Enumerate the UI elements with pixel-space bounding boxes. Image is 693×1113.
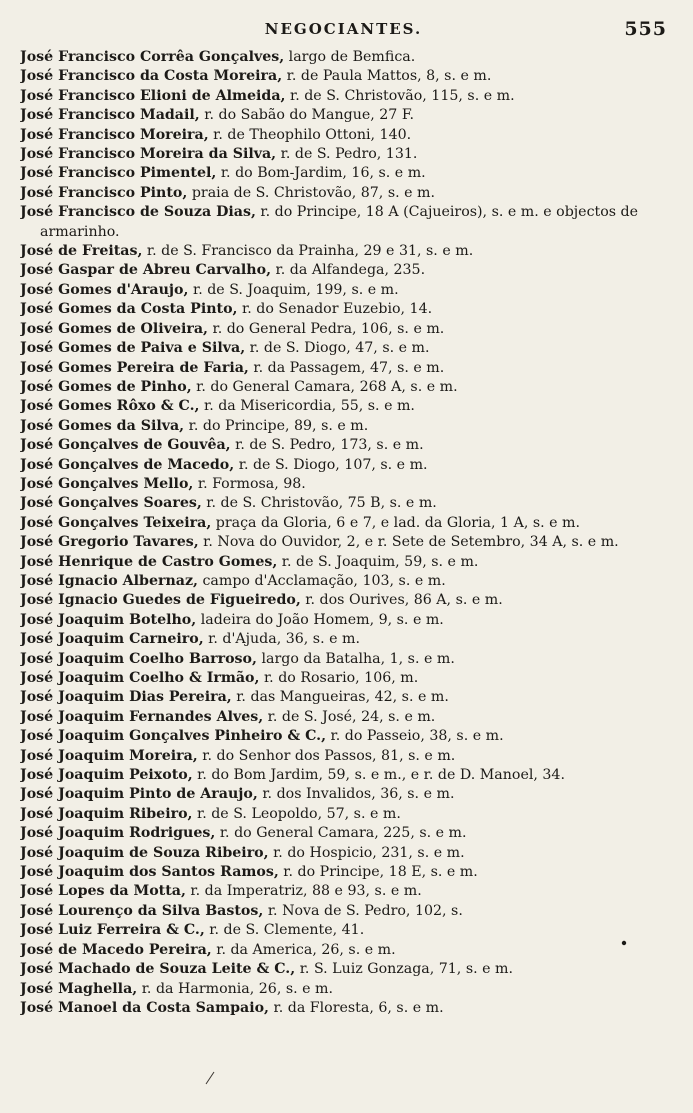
merchant-name: José Gomes da Silva, xyxy=(20,417,185,434)
merchant-name: José Joaquim Botelho, xyxy=(20,611,197,628)
merchant-address: r. de S. Christovão, 75 B, s. e m. xyxy=(201,495,437,512)
merchant-address: r. d'Ajuda, 36, s. e m. xyxy=(203,631,360,648)
merchant-name: José Gomes de Paiva e Silva, xyxy=(20,340,246,357)
merchant-address: largo de Bemfica. xyxy=(284,49,416,65)
merchant-entry xyxy=(20,359,667,378)
merchant-entry xyxy=(20,203,667,242)
merchant-address: r. de Theophilo Ottoni, 140. xyxy=(208,126,412,143)
merchant-name: José Luiz Ferreira & C., xyxy=(20,922,205,939)
merchant-name: José Gomes Pereira de Faria, xyxy=(20,359,249,376)
merchant-name: José Joaquim dos Santos Ramos, xyxy=(20,864,279,881)
merchant-entry xyxy=(20,960,667,979)
merchant-name: José Manoel da Costa Sampaio, xyxy=(20,999,269,1016)
merchant-address: r. Nova de S. Pedro, 102, s. xyxy=(263,902,463,919)
merchant-entry xyxy=(20,184,667,203)
merchant-name: José Francisco Corrêa Gonçalves, xyxy=(20,49,285,65)
merchant-name: José Francisco Pimentel, xyxy=(20,165,217,182)
merchant-entry xyxy=(20,999,667,1018)
merchant-address: r. de S. Diogo, 107, s. e m. xyxy=(234,456,428,473)
merchant-entry xyxy=(20,87,667,106)
merchant-name: José Joaquim Rodrigues, xyxy=(20,825,216,842)
merchant-entry xyxy=(20,300,667,319)
merchant-entry xyxy=(20,320,667,339)
merchant-name: José Joaquim Ribeiro, xyxy=(20,805,193,822)
merchant-address: r. da Alfandega, 235. xyxy=(271,262,426,279)
merchant-entry xyxy=(20,650,667,669)
merchant-entry xyxy=(20,747,667,766)
merchant-name: José Gaspar de Abreu Carvalho, xyxy=(20,262,272,279)
merchant-entry xyxy=(20,514,667,533)
merchant-name: José Joaquim Dias Pereira, xyxy=(20,689,232,706)
merchant-address: r. do Bom-Jardim, 16, s. e m. xyxy=(216,165,426,182)
merchant-address: r. Formosa, 98. xyxy=(193,475,306,492)
page-number: 555 xyxy=(624,18,667,40)
merchant-address: r. de S. Joaquim, 199, s. e m. xyxy=(188,281,399,298)
merchant-name: José Joaquim Moreira, xyxy=(20,747,198,764)
merchant-name: José de Macedo Pereira, xyxy=(20,941,212,958)
merchant-name: José Gonçalves Mello, xyxy=(20,475,194,492)
merchant-entry xyxy=(20,339,667,358)
merchant-address: r. de S. Leopoldo, 57, s. e m. xyxy=(192,805,401,822)
merchant-name: José Gomes d'Araujo, xyxy=(20,281,189,298)
merchant-name: José Gregorio Tavares, xyxy=(20,534,199,551)
merchant-address: r. da Floresta, 6, s. e m. xyxy=(269,999,444,1016)
merchant-entry xyxy=(20,863,667,882)
merchant-address: r. da Passagem, 47, s. e m. xyxy=(248,359,445,376)
merchant-name: José Gomes Rôxo & C., xyxy=(20,398,200,415)
merchant-name: José Francisco Pinto, xyxy=(20,184,188,201)
merchant-address: r. da Misericordia, 55, s. e m. xyxy=(199,398,415,415)
merchant-name: José Gomes da Costa Pinto, xyxy=(20,301,238,318)
merchant-entry xyxy=(20,902,667,921)
merchant-entry xyxy=(20,766,667,785)
merchant-address: r. do Passeio, 38, s. e m. xyxy=(326,728,504,745)
merchant-name: José Joaquim Carneiro, xyxy=(20,631,204,648)
merchant-address: r. dos Invalidos, 36, s. e m. xyxy=(257,786,455,803)
merchant-entry xyxy=(20,921,667,940)
merchant-address: r. do Principe, 18 A (Cajueiros), s. e m. e objectos de armarinho. xyxy=(40,204,639,240)
merchant-address: r. do Bom Jardim, 59, s. e m., e r. de D. Manoel, 34. xyxy=(192,767,565,784)
merchant-entry xyxy=(20,417,667,436)
merchant-entry xyxy=(20,882,667,901)
merchant-address: r. de S. Diogo, 47, s. e m. xyxy=(245,340,430,357)
merchant-entry xyxy=(20,844,667,863)
merchant-address: r. da Imperatriz, 88 e 93, s. e m. xyxy=(185,883,422,900)
merchant-name: José Francisco Moreira, xyxy=(20,126,209,143)
merchant-address: ladeira do João Homem, 9, s. e m. xyxy=(196,611,444,628)
merchant-address: r. do General Camara, 225, s. e m. xyxy=(215,825,467,842)
merchant-address: r. do Principe, 89, s. e m. xyxy=(184,417,369,434)
merchant-address: r. de Paula Mattos, 8, s. e m. xyxy=(282,68,492,85)
merchant-entry xyxy=(20,48,667,67)
merchant-name: José Francisco da Costa Moreira, xyxy=(20,68,283,85)
merchant-address: r. Nova do Ouvidor, 2, e r. Sete de Setembro, 34 A, s. e m. xyxy=(198,534,619,551)
merchant-address: r. do Senhor dos Passos, 81, s. e m. xyxy=(197,747,456,764)
merchant-name: José Machado de Souza Leite & C., xyxy=(20,961,296,978)
merchant-name: José Maghella, xyxy=(20,980,138,997)
merchant-name: José de Freitas, xyxy=(20,243,143,260)
merchant-address: r. de S. Pedro, 131. xyxy=(276,146,418,163)
section-title: NEGOCIANTES. xyxy=(264,20,423,38)
merchant-address: r. do Senador Euzebio, 14. xyxy=(237,301,433,318)
merchant-name: José Gonçalves de Macedo, xyxy=(20,456,235,473)
merchant-address: r. de S. José, 24, s. e m. xyxy=(263,708,436,725)
merchant-name: José Ignacio Albernaz, xyxy=(20,572,198,589)
merchant-entry xyxy=(20,572,667,591)
merchant-entry xyxy=(20,727,667,746)
merchant-entry xyxy=(20,591,667,610)
merchant-entry xyxy=(20,980,667,999)
merchant-name: José Francisco Moreira da Silva, xyxy=(20,146,277,163)
merchant-entry xyxy=(20,494,667,513)
merchant-entry xyxy=(20,824,667,843)
merchant-entry xyxy=(20,630,667,649)
merchant-address: r. de S. Clemente, 41. xyxy=(204,922,365,939)
merchant-name: José Gonçalves Teixeira, xyxy=(20,514,212,531)
merchant-address: r. das Mangueiras, 42, s. e m. xyxy=(231,689,449,706)
merchant-address: praia de S. Christovão, 87, s. e m. xyxy=(187,184,435,201)
merchant-entry xyxy=(20,281,667,300)
merchant-entry xyxy=(20,785,667,804)
merchant-address: r. da America, 26, s. e m. xyxy=(211,941,396,958)
merchant-name: José Lopes da Motta, xyxy=(20,883,186,900)
merchant-entry xyxy=(20,941,667,960)
merchant-entry xyxy=(20,261,667,280)
merchant-list xyxy=(20,48,667,1018)
merchant-entry xyxy=(20,126,667,145)
merchant-entry xyxy=(20,106,667,125)
merchant-name: José Joaquim Coelho Barroso, xyxy=(20,650,257,667)
merchant-entry xyxy=(20,533,667,552)
merchant-address: largo da Batalha, 1, s. e m. xyxy=(256,650,455,667)
merchant-name: José Lourenço da Silva Bastos, xyxy=(20,902,264,919)
merchant-address: praça da Gloria, 6 e 7, e lad. da Gloria, 1 A, s. e m. xyxy=(211,514,581,531)
merchant-address: r. de S. Christovão, 115, s. e m. xyxy=(285,87,515,104)
page-header xyxy=(20,16,667,46)
merchant-entry xyxy=(20,164,667,183)
merchant-name: José Joaquim Pinto de Araujo, xyxy=(20,786,258,803)
merchant-address: r. de S. Joaquim, 59, s. e m. xyxy=(277,553,479,570)
merchant-entry xyxy=(20,708,667,727)
merchant-name: José Gonçalves Soares, xyxy=(20,495,202,512)
merchant-name: José Francisco de Souza Dias, xyxy=(20,204,256,221)
merchant-name: José Joaquim Coelho & Irmão, xyxy=(20,670,260,686)
merchant-entry xyxy=(20,688,667,707)
merchant-entry xyxy=(20,436,667,455)
merchant-name: José Gonçalves de Gouvêa, xyxy=(20,437,231,454)
merchant-address: r. do General Camara, 268 A, s. e m. xyxy=(191,378,458,395)
merchant-name: José Francisco Madail, xyxy=(20,107,200,124)
merchant-name: José Gomes de Oliveira, xyxy=(20,320,208,337)
merchant-name: José Joaquim Peixoto, xyxy=(20,767,193,784)
merchant-entry xyxy=(20,242,667,261)
merchant-name: José Henrique de Castro Gomes, xyxy=(20,553,278,570)
merchant-name: José Joaquim Gonçalves Pinheiro & C., xyxy=(20,728,327,745)
merchant-address: r. de S. Francisco da Prainha, 29 e 31, s. e m. xyxy=(142,243,474,260)
merchant-address: r. da Harmonia, 26, s. e m. xyxy=(137,980,334,997)
merchant-entry xyxy=(20,378,667,397)
merchant-address: r. do Hospicio, 231, s. e m. xyxy=(268,844,465,861)
merchant-address: r. S. Luiz Gonzaga, 71, s. e m. xyxy=(295,961,513,978)
merchant-address: r. do Sabão do Mangue, 27 F. xyxy=(199,107,414,124)
merchant-entry xyxy=(20,456,667,475)
merchant-name: José Joaquim Fernandes Alves, xyxy=(20,708,264,725)
merchant-name: José Gomes de Pinho, xyxy=(20,378,192,395)
merchant-name: José Ignacio Guedes de Figueiredo, xyxy=(20,592,301,609)
merchant-entry xyxy=(20,145,667,164)
merchant-address: campo d'Acclamação, 103, s. e m. xyxy=(197,572,446,589)
merchant-name: José Joaquim de Souza Ribeiro, xyxy=(20,844,269,861)
merchant-address: r. dos Ourives, 86 A, s. e m. xyxy=(300,592,503,609)
merchant-entry xyxy=(20,611,667,630)
merchant-entry xyxy=(20,553,667,572)
merchant-address: r. do Rosario, 106, m. xyxy=(259,670,419,686)
merchant-address: r. do Principe, 18 E, s. e m. xyxy=(278,864,478,881)
merchant-address: r. do General Pedra, 106, s. e m. xyxy=(207,320,445,337)
merchant-name: José Francisco Elioni de Almeida, xyxy=(20,87,286,104)
merchant-entry xyxy=(20,67,667,86)
merchant-entry xyxy=(20,805,667,824)
merchant-entry xyxy=(20,397,667,416)
merchant-entry xyxy=(20,669,667,688)
merchant-address: r. de S. Pedro, 173, s. e m. xyxy=(230,437,424,454)
merchant-entry xyxy=(20,475,667,494)
